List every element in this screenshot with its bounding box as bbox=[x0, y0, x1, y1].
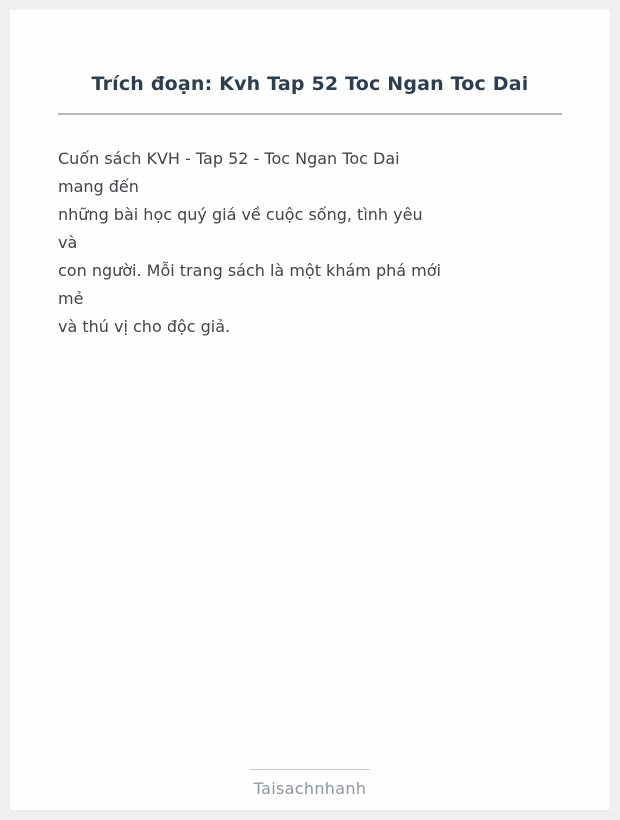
excerpt-line: con người. Mỗi trang sách là một khám phá mới bbox=[58, 260, 441, 280]
excerpt-line: và thú vị cho độc giả. bbox=[58, 316, 231, 336]
footer bbox=[10, 769, 610, 798]
document-card bbox=[10, 10, 610, 810]
excerpt-text bbox=[58, 145, 562, 341]
excerpt-line: Cuốn sách KVH - Tap 52 - Toc Ngan Toc Dai bbox=[58, 148, 400, 168]
card-content bbox=[10, 10, 610, 810]
excerpt-line: và bbox=[58, 232, 78, 252]
page-title: Trích đoạn: Kvh Tap 52 Toc Ngan Toc Dai bbox=[91, 73, 529, 95]
footer-brand: Taisachnhanh bbox=[253, 779, 367, 798]
footer-divider bbox=[250, 769, 370, 770]
title-divider bbox=[58, 113, 562, 115]
excerpt-line: mẻ bbox=[58, 288, 84, 308]
excerpt-line: những bài học quý giá về cuộc sống, tình yêu bbox=[58, 204, 423, 224]
excerpt-line: mang đến bbox=[58, 176, 139, 196]
